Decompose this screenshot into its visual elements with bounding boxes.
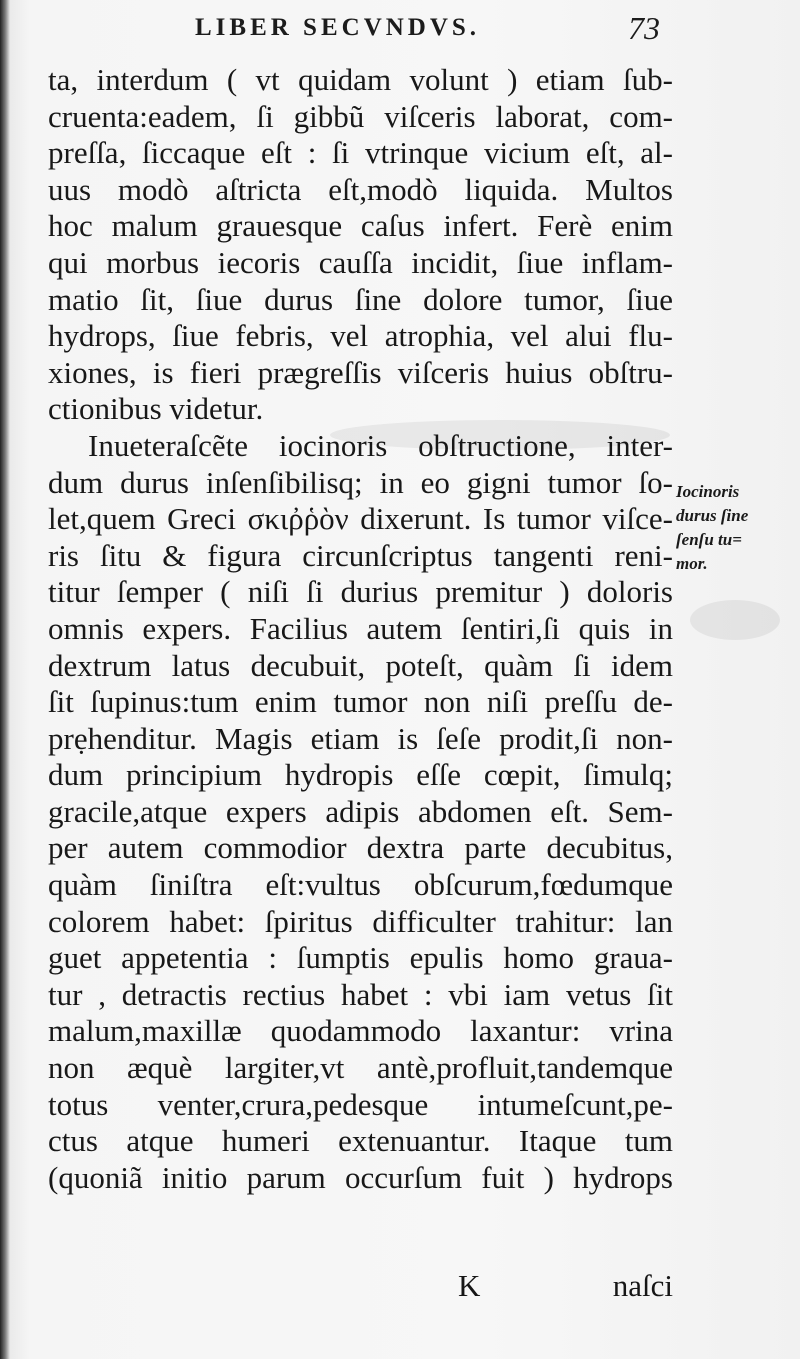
text-line: gracile,atque expers adipis abdomen eſt. Sem- [48, 793, 673, 829]
text-line: prẹhenditur. Magis etiam is ſeſe prodit,ſi non- [48, 720, 673, 756]
text-line: (quoniã initio parum occurſum fuit ) hydrops [48, 1159, 673, 1195]
text-line: hydrops, ſiue febris, vel atrophia, vel alui flu- [48, 318, 673, 354]
binding-gutter [0, 0, 10, 1359]
text-line: cruenta:eadem, ſi gibbũ viſceris laborat, com- [48, 98, 673, 134]
marginal-note-line: Iocinoris [676, 482, 740, 501]
text-line: quàm ſiniſtra eſt:vultus obſcurum,fœdumque [48, 867, 673, 903]
text-line: non æquè largiter,vt antè,profluit,tandemque [48, 1050, 673, 1086]
text-line: malum,maxillæ quodammodo laxantur: vrina [48, 1013, 673, 1049]
text-line: titur ſemper ( niſi ſi durius premitur ) doloris [48, 574, 673, 610]
text-line: ta, interdum ( vt quidam volunt ) etiam ſub- [48, 62, 673, 97]
text-line: ſit ſupinus:tum enim tumor non niſi preſſu de- [48, 684, 673, 720]
text-line: ris ſitu & figura circunſcriptus tangenti reni- [48, 537, 673, 573]
marginal-note-line: durus ſine [676, 506, 749, 525]
page-number: 73 [628, 10, 660, 46]
bleed-through-smudge [690, 600, 780, 640]
text-line: dum principium hydropis eſſe cœpit, ſimulq; [48, 757, 673, 793]
text-line: ctus atque humeri extenuantur. Itaque tum [48, 1123, 673, 1159]
marginal-note-line: ſenſu tu= [676, 530, 742, 549]
text-line: dextrum latus decubuit, poteſt, quàm ſi idem [48, 647, 673, 683]
text-line: matio ſit, ſiue durus ſine dolore tumor, ſiue [48, 281, 673, 317]
text-line: per autem commodior dextra parte decubitus, [48, 830, 673, 866]
marginal-note-line: mor. [676, 554, 708, 573]
paragraph-start-line: Inueteraſcẽte iocinoris obſtructione, inter- [88, 427, 673, 463]
text-line: totus venter,crura,pedesque intumeſcunt,pe- [48, 1086, 673, 1122]
text-line: omnis expers. Facilius autem ſentiri,ſi quis in [48, 610, 673, 646]
text-line: guet appetentia : ſumptis epulis homo grauа- [48, 940, 673, 976]
text-line: uus modò aſtricta eſt,modò liquida. Multos [48, 171, 673, 207]
text-line: hoc malum grauesque caſus infert. Ferè enim [48, 208, 673, 244]
text-line: qui morbus iecoris cauſſa incidit, ſiue inflam- [48, 244, 673, 280]
page-footer [48, 1268, 673, 1308]
running-head: LIBER SECVNDVS. [195, 14, 481, 41]
marginal-note [676, 480, 794, 576]
text-line: preſſa, ſiccaque eſt : ſi vtrinque vicium eſt, al- [48, 135, 673, 171]
text-line: xiones, is fieri prægreſſis viſceris huius obſtru- [48, 354, 673, 390]
bleed-through-smudge [330, 420, 670, 450]
text-line: colorem habet: ſpiritus difficulter trahitur: lan [48, 903, 673, 939]
signature-mark: K [458, 1268, 481, 1303]
main-text-block [48, 62, 673, 1196]
catchword: naſci [612, 1268, 673, 1303]
text-line: let,quem Greci σκιῤῥὸν dixerunt. Is tumor viſce- [48, 501, 673, 537]
text-line: ctionibus videtur. [48, 391, 264, 427]
text-line: dum durus inſenſibilisq; in eo gigni tumor ſo- [48, 464, 673, 500]
text-line: tur , detractis rectius habet : vbi iam vetus ſit [48, 976, 673, 1012]
